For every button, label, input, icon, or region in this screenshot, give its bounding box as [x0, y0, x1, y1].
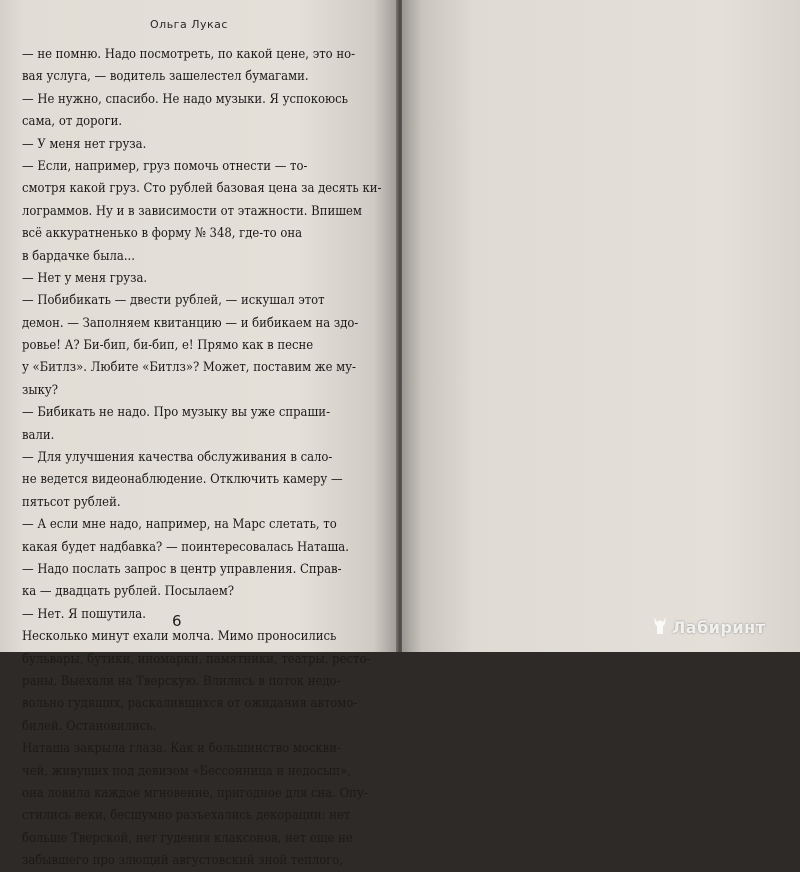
text-line: в бардачке была... — [22, 248, 135, 264]
left-page-text — [22, 44, 430, 872]
text-line: вая услуга, — водитель зашелестел бумагами. — [22, 69, 309, 85]
text-line: — Не нужно, спасибо. Не надо музыки. Я успокоюсь — [22, 91, 349, 107]
text-line: сама, от дороги. — [22, 114, 123, 130]
text-line: больше Тверской, нет гудения клаксонов, нет еще не — [22, 830, 353, 846]
text-line: — Нет. Я пошутила. — [22, 606, 146, 622]
left-page-number: 6 — [172, 612, 182, 630]
text-line: не ведется видеонаблюдение. Отключить камеру — — [22, 472, 343, 488]
text-line: ровье! А? Би-бип, би-бип, е! Прямо как в песне — [22, 338, 314, 354]
text-line: демон. — Заполняем квитанцию — и бибикаем на здо- — [22, 315, 359, 331]
text-line: какая будет надбавка? — поинтересовалась Наташа. — [22, 539, 349, 555]
text-line: стились веки, бесшумно разъехались декорации: нет — [22, 808, 351, 824]
labirint-watermark: Лабиринт — [672, 618, 766, 637]
text-line: зыку? — [22, 382, 58, 398]
text-line: — Побибикать — двести рублей, — искушал этот — [22, 293, 325, 309]
text-line: Наташа закрыла глаза. Как и большинство москви- — [22, 741, 341, 757]
minotaur-icon — [650, 614, 670, 636]
text-line: — Нет у меня груза. — [22, 270, 148, 286]
text-line: — не помню. Надо посмотреть, по какой цене, это но- — [22, 47, 356, 62]
text-line: вольно гудящих, раскалившихся от ожидания автомо- — [22, 696, 358, 712]
text-line: забывшего про злющий августовский зной теплого, — [22, 853, 344, 869]
text-line: — Для улучшения качества обслуживания в сало- — [22, 450, 333, 466]
text-line: вали. — [22, 427, 55, 443]
text-line: чей, живущих под девизом «Бессонница и недосып», — [22, 763, 351, 779]
text-line: — Если, например, груз помочь отнести — то- — [22, 158, 308, 174]
text-line: у «Битлз». Любите «Битлз»? Может, поставим же му- — [22, 360, 356, 376]
text-line: — Надо послать запрос в центр управления. Справ- — [22, 561, 342, 577]
text-line: ка — двадцать рублей. Посылаем? — [22, 584, 235, 600]
text-line: Несколько минут ехали молча. Мимо проносились — [22, 629, 337, 645]
text-line: — Бибикать не надо. Про музыку вы уже спраши- — [22, 405, 330, 421]
right-page — [402, 0, 800, 652]
left-page — [0, 0, 398, 869]
text-line: бульвары, бутики, иномарки, памятники, театры, ресто- — [22, 651, 371, 667]
text-line: смотря какой груз. Сто рублей базовая цена за десять ки- — [22, 181, 382, 197]
text-line: — А если мне надо, например, на Марс слетать, то — [22, 517, 337, 533]
text-line: всё аккуратненько в форму № 348, где-то она — [22, 226, 303, 242]
text-line: она ловила каждое мгновение, пригодное для сна. Опу- — [22, 785, 368, 801]
left-page-header: Ольга Лукас — [150, 18, 228, 31]
text-line: — У меня нет груза. — [22, 136, 147, 152]
text-line: пятьсот рублей. — [22, 494, 121, 510]
text-line: лограммов. Ну и в зависимости от этажности. Впишем — [22, 203, 362, 219]
text-line: раны. Выехали на Тверскую. Влились в поток недо- — [22, 673, 341, 689]
text-line: билей. Остановились. — [22, 718, 157, 734]
